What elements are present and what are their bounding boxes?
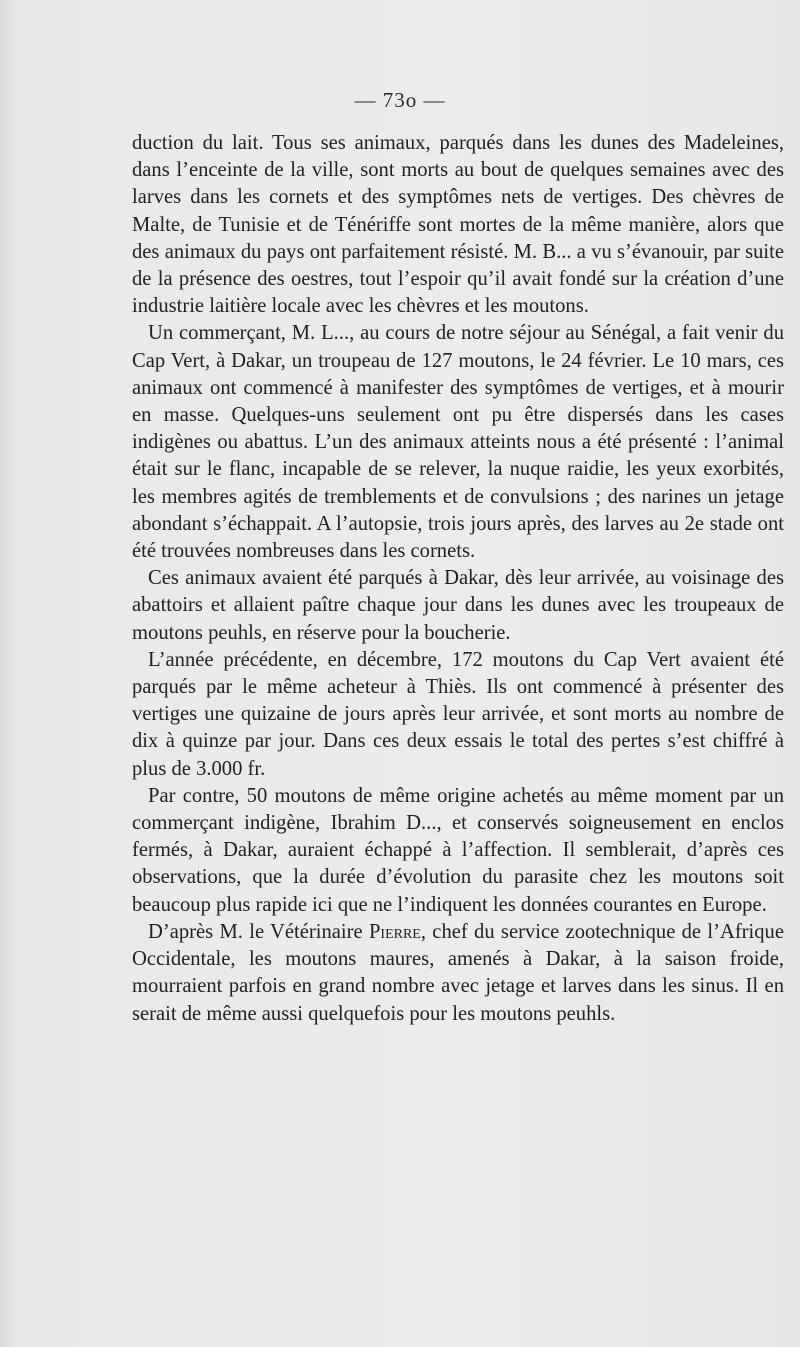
paragraph-2: Un commerçant, M. L..., au cours de notre séjour au Sénégal, a fait venir du Cap Vert, à Dakar, un troupeau de 127 moutons, le 24 février. Le 10 mars, ces animaux ont commencé à manifester des symptômes de vertiges, et à mourir en masse. Quelques-uns seulement ont pu être dispersés dans les cases indigènes ou abattus. L’un des animaux atteints nous a été présenté : l’animal était sur le flanc, incapable de se relever, la nuque raidie, les yeux exorbités, les membres agités de tremblements et de convulsions ; des narines un jetage abondant s’échappait. A l’autopsie, trois jours après, des larves au 2e stade ont été trouvées nombreuses dans les cornets. bbox=[132, 322, 784, 563]
paragraph-6-start: D’après M. le Vétérinaire bbox=[148, 920, 369, 943]
paragraph-4: L’année précédente, en décembre, 172 moutons du Cap Vert avaient été parqués par le même acheteur à Thiès. Ils ont commencé à présenter des vertiges une quizaine de jours après leur arrivée, et sont morts au nombre de dix à quinze par jour. Dans ces deux essais le total des pertes s’est chiffré à plus de 3.000 fr. bbox=[132, 648, 784, 780]
paragraph-6-rest: , chef du service zootechnique de l’Afrique Occidentale, les moutons maures, amenés à Dakar, à la saison froide, mourraient parfois en grand nombre avec jetage et larves dans les sinus. Il en serait de même aussi quelquefois pour les moutons peuhls. bbox=[132, 920, 784, 1025]
paragraph-5: Par contre, 50 moutons de même origine achetés au même moment par un commerçant indigène, Ibrahim D..., et conservés soigneusement en enclos fermés, à Dakar, auraient échappé à l’affection. Il semblerait, d’après ces observations, que la durée d’évolution du parasite chez les moutons soit beaucoup plus rapide ici que ne l’indiquent les données courantes en Europe. bbox=[132, 784, 784, 916]
body-text bbox=[132, 130, 784, 1028]
page-number: — 73o — bbox=[354, 88, 446, 112]
paragraph-6 bbox=[132, 919, 784, 1028]
paragraph-3: Ces animaux avaient été parqués à Dakar, dès leur arrivée, au voisinage des abattoirs et allaient paître chaque jour dans les dunes avec les troupeaux de moutons peuhls, en réserve pour la boucherie. bbox=[132, 567, 784, 644]
paragraph-1: duction du lait. Tous ses animaux, parqués dans les dunes des Madeleines, dans l’enceinte de la ville, sont morts au bout de quelques semaines avec des larves dans les cornets et des symptômes nets de vertiges. Des chèvres de Malte, de Tunisie et de Ténériffe sont mortes de la même manière, alors que des animaux du pays ont parfaitement résisté. M. B... a vu s’évanouir, par suite de la présence des oestres, tout l’espoir qu’il avait fondé sur la création d’une industrie laitière locale avec les chèvres et les moutons. bbox=[132, 132, 784, 318]
author-name: Pierre bbox=[368, 920, 421, 943]
